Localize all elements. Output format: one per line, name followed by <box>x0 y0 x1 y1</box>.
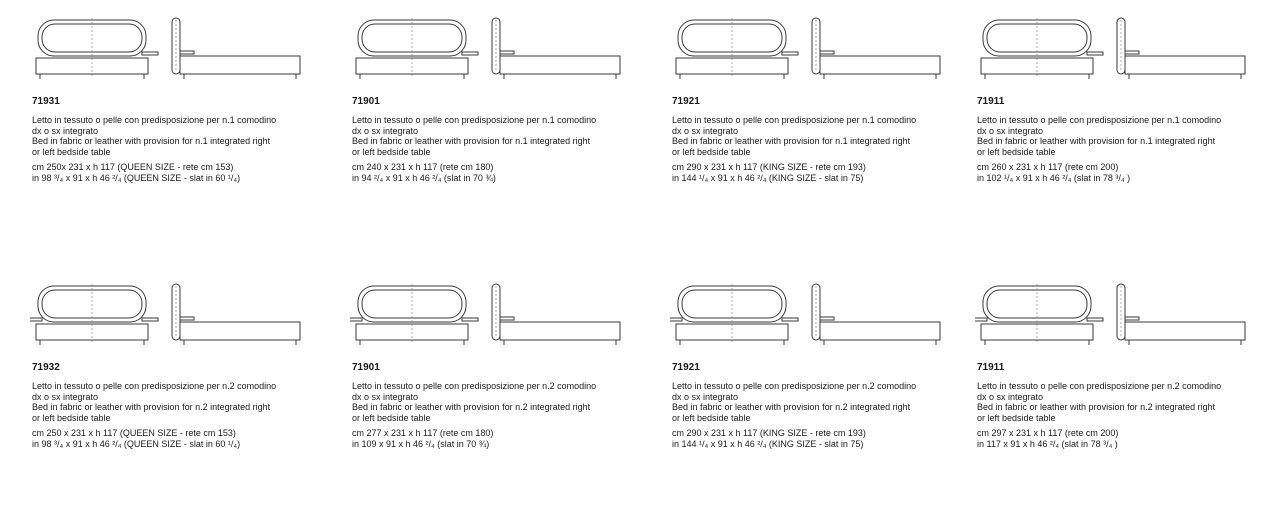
english-description-line-2: or left bedside table <box>977 146 1056 157</box>
bedside-table-right <box>462 52 478 55</box>
bed-side-view-drawing <box>808 16 943 86</box>
dimensions-inches: in 109 x 91 x h 46 ²/₄ (slat in 70 ¾) <box>352 438 490 449</box>
model-code: 71901 <box>352 96 380 107</box>
bed-model-card <box>30 16 330 183</box>
italian-description-line-2: dx o sx integrato <box>32 125 99 136</box>
italian-description-line-2: dx o sx integrato <box>352 391 419 402</box>
bed-model-card <box>30 282 330 449</box>
dimensions-inches: in 117 x 91 x h 46 ²/₄ (slat in 78 ³/₄ ) <box>977 438 1118 449</box>
bed-drawings <box>350 16 650 94</box>
english-description-line-1: Bed in fabric or leather with provision for n.1 integrated right <box>977 136 1216 147</box>
model-code: 71921 <box>672 96 700 107</box>
dimensions-inches: in 98 ³/₄ x 91 x h 46 ²/₄ (QUEEN SIZE - slat in 60 ¹/₄) <box>32 438 241 449</box>
bedside-table-side <box>500 317 514 320</box>
english-description-line-2: or left bedside table <box>977 412 1056 423</box>
bedside-table-side <box>820 51 834 54</box>
italian-description-line-1: Letto in tessuto o pelle con predisposizione per n.1 comodino <box>977 115 1222 125</box>
model-description <box>352 381 596 450</box>
italian-description-line-2: dx o sx integrato <box>32 391 99 402</box>
dimensions-cm: cm 250 x 231 x h 117 (QUEEN SIZE - rete cm 153) <box>32 428 236 439</box>
bed-model-card <box>350 282 650 449</box>
italian-description-line-2: dx o sx integrato <box>977 125 1044 136</box>
english-description-line-1: Bed in fabric or leather with provision for n.1 integrated right <box>32 136 271 147</box>
dimensions-cm: cm 240 x 231 x h 117 (rete cm 180) <box>352 162 494 173</box>
bedside-table-side <box>180 51 194 54</box>
bedside-table-left <box>670 318 682 321</box>
bedside-table-right <box>142 318 158 321</box>
bed-drawings <box>670 282 970 360</box>
italian-description-line-2: dx o sx integrato <box>672 125 739 136</box>
model-description <box>672 381 916 450</box>
bed-side-view-drawing <box>168 282 303 352</box>
bedside-table-right <box>782 318 798 321</box>
model-code: 71932 <box>32 362 60 373</box>
bed-side-base <box>1125 322 1245 340</box>
english-description-line-2: or left bedside table <box>352 146 431 157</box>
dimensions-cm: cm 260 x 231 x h 117 (rete cm 200) <box>977 162 1119 173</box>
bed-drawings <box>670 16 970 94</box>
dimensions-cm: cm 277 x 231 x h 117 (rete cm 180) <box>352 428 494 439</box>
italian-description-line-1: Letto in tessuto o pelle con predisposizione per n.2 comodino <box>32 381 277 391</box>
italian-description-line-1: Letto in tessuto o pelle con predisposizione per n.2 comodino <box>977 381 1222 391</box>
italian-description-line-2: dx o sx integrato <box>352 125 419 136</box>
model-description <box>672 115 916 184</box>
bed-drawings <box>30 282 330 360</box>
dimensions-inches: in 102 ¹/₄ x 91 x h 46 ²/₄ (slat in 78 ³/₄ ) <box>977 172 1131 183</box>
bedside-table-right <box>142 52 158 55</box>
italian-description-line-1: Letto in tessuto o pelle con predisposizione per n.2 comodino <box>352 381 597 391</box>
bed-side-view-drawing <box>168 16 303 86</box>
italian-description-line-1: Letto in tessuto o pelle con predisposizione per n.1 comodino <box>352 115 597 125</box>
bed-side-view-drawing <box>1113 282 1248 352</box>
italian-description-line-1: Letto in tessuto o pelle con predisposizione per n.2 comodino <box>672 381 917 391</box>
english-description-line-1: Bed in fabric or leather with provision for n.2 integrated right <box>32 402 271 413</box>
english-description-line-1: Bed in fabric or leather with provision for n.1 integrated right <box>672 136 911 147</box>
bedside-table-left <box>975 318 987 321</box>
italian-description-line-2: dx o sx integrato <box>977 391 1044 402</box>
model-code: 71931 <box>32 96 60 107</box>
bed-side-base <box>820 322 940 340</box>
bedside-table-left <box>350 318 362 321</box>
english-description-line-2: or left bedside table <box>672 146 751 157</box>
bed-side-base <box>820 56 940 74</box>
model-description <box>32 381 276 450</box>
bed-drawings <box>975 16 1275 94</box>
italian-description-line-2: dx o sx integrato <box>672 391 739 402</box>
dimensions-cm: cm 290 x 231 x h 117 (KING SIZE - rete cm 193) <box>672 162 866 173</box>
dimensions-inches: in 144 ¹/₄ x 91 x h 46 ²/₄ (KING SIZE - slat in 75) <box>672 172 864 183</box>
bedside-table-right <box>462 318 478 321</box>
bed-side-base <box>500 322 620 340</box>
italian-description-line-1: Letto in tessuto o pelle con predisposizione per n.1 comodino <box>672 115 917 125</box>
bedside-table-side <box>500 51 514 54</box>
bedside-table-left <box>30 318 42 321</box>
dimensions-cm: cm 290 x 231 x h 117 (KING SIZE - rete cm 193) <box>672 428 866 439</box>
bed-drawings <box>30 16 330 94</box>
dimensions-inches: in 98 ³/₄ x 91 x h 46 ²/₄ (QUEEN SIZE - slat in 60 ¹/₄) <box>32 172 241 183</box>
model-code: 71901 <box>352 362 380 373</box>
bedside-table-right <box>1087 318 1103 321</box>
bed-drawings <box>975 282 1275 360</box>
model-description <box>977 381 1221 450</box>
bedside-table-side <box>820 317 834 320</box>
bed-model-card <box>350 16 650 183</box>
italian-description-line-1: Letto in tessuto o pelle con predisposizione per n.1 comodino <box>32 115 277 125</box>
english-description-line-2: or left bedside table <box>352 412 431 423</box>
bed-model-card <box>975 16 1275 183</box>
bed-side-view-drawing <box>1113 16 1248 86</box>
bed-model-card <box>975 282 1275 449</box>
model-code: 71911 <box>977 96 1005 107</box>
dimensions-inches: in 94 ²/₄ x 91 x h 46 ²/₄ (slat in 70 ¾) <box>352 172 496 183</box>
model-code: 71911 <box>977 362 1005 373</box>
bed-drawings <box>350 282 650 360</box>
bedside-table-side <box>1125 51 1139 54</box>
model-description <box>352 115 596 184</box>
english-description-line-1: Bed in fabric or leather with provision for n.1 integrated right <box>352 136 591 147</box>
model-description <box>32 115 276 184</box>
dimensions-inches: in 144 ¹/₄ x 91 x h 46 ²/₄ (KING SIZE - slat in 75) <box>672 438 864 449</box>
bedside-table-side <box>1125 317 1139 320</box>
bed-side-view-drawing <box>488 282 623 352</box>
model-code: 71921 <box>672 362 700 373</box>
bed-model-card <box>670 16 970 183</box>
bedside-table-side <box>180 317 194 320</box>
bed-side-view-drawing <box>488 16 623 86</box>
english-description-line-1: Bed in fabric or leather with provision for n.2 integrated right <box>672 402 911 413</box>
english-description-line-2: or left bedside table <box>32 412 111 423</box>
bedside-table-right <box>1087 52 1103 55</box>
dimensions-cm: cm 250x 231 x h 117 (QUEEN SIZE - rete cm 153) <box>32 162 234 173</box>
bed-side-base <box>500 56 620 74</box>
model-description <box>977 115 1221 184</box>
bedside-table-right <box>782 52 798 55</box>
bed-side-base <box>180 322 300 340</box>
english-description-line-2: or left bedside table <box>32 146 111 157</box>
dimensions-cm: cm 297 x 231 x h 117 (rete cm 200) <box>977 428 1119 439</box>
bed-side-base <box>180 56 300 74</box>
english-description-line-1: Bed in fabric or leather with provision for n.2 integrated right <box>352 402 591 413</box>
english-description-line-2: or left bedside table <box>672 412 751 423</box>
bed-side-view-drawing <box>808 282 943 352</box>
english-description-line-1: Bed in fabric or leather with provision for n.2 integrated right <box>977 402 1216 413</box>
bed-side-base <box>1125 56 1245 74</box>
bed-model-card <box>670 282 970 449</box>
